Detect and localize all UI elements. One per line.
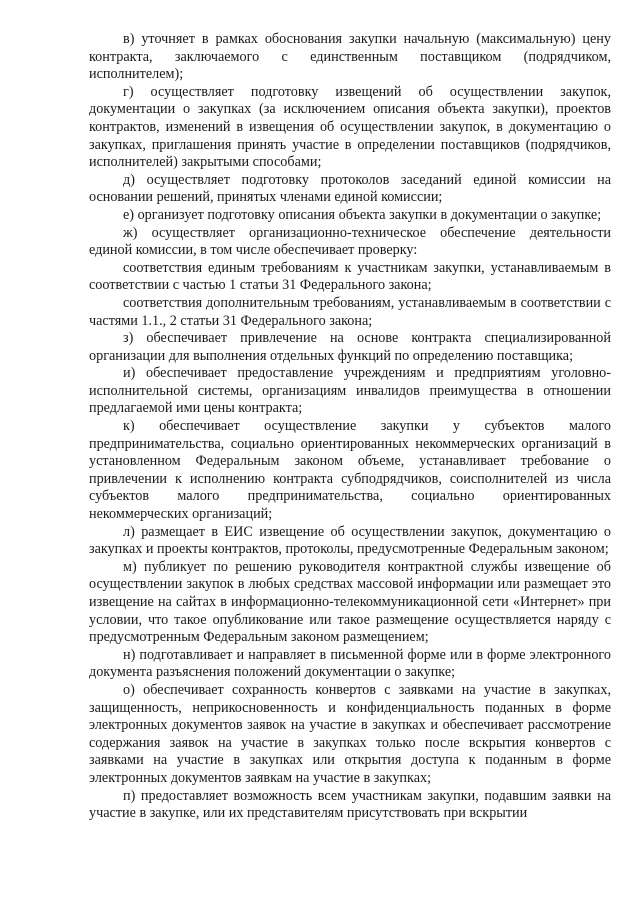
paragraph-o: о) обеспечивает сохранность конвертов с заявками на участие в закупках, защищенность, неприкосновенность и конфиденциальность поданных в форме электронных документов заявок на участие в закупках и обеспечивает рассмотрение содержания заявок на участие в закупках только после вскрытия конвертов с заявками на участие в закупках или открытия доступа к поданным в форме электронных документов заявкам на участие в закупках; bbox=[89, 681, 611, 786]
paragraph-g: г) осуществляет подготовку извещений об осуществлении закупок, документации о закупках (за исключением описания объекта закупки), проектов контрактов, изменений в извещения об осуществлении закупок, в документацию о закупках, приглашения принять участие в определении поставщиков (подрядчиков, исполнителей) закрытыми способами; bbox=[89, 83, 611, 171]
document-body bbox=[89, 31, 611, 823]
paragraph-z: з) обеспечивает привлечение на основе контракта специализированной организации для выполнения отдельных функций по определению поставщика; bbox=[89, 330, 611, 364]
paragraph-d: д) осуществляет подготовку протоколов заседаний единой комиссии на основании решений, принятых членами единой комиссии; bbox=[89, 171, 611, 206]
paragraph-i: и) обеспечивает предоставление учреждениям и предприятиям уголовно-исполнительной системы, организациям инвалидов преимущества в отношении предлагаемой ими цены контракта; bbox=[89, 365, 611, 417]
paragraph-k: к) обеспечивает осуществление закупки у субъектов малого предпринимательства, социально ориентированных некоммерческих организаций в установленном Федеральным законом объеме, устанавливает требование о привлечении к исполнению контракта субподрядчиков, соисполнителей из числа субъектов малого предпринимательства, социально ориентированных некоммерческих организаций; bbox=[89, 418, 611, 523]
paragraph-n: н) подготавливает и направляет в письменной форме или в форме электронного документа разъяснения положений документации о закупке; bbox=[89, 646, 611, 681]
paragraph-l: л) размещает в ЕИС извещение об осуществлении закупок, документацию о закупках и проекты контрактов, протоколы, предусмотренные Федеральным законом; bbox=[89, 523, 611, 558]
paragraph-v: в) уточняет в рамках обоснования закупки начальную (максимальную) цену контракта, заключаемого с единственным поставщиком (подрядчиком, исполнителем); bbox=[89, 31, 611, 83]
paragraph-p: п) предоставляет возможность всем участникам закупки, подавшим заявки на участие в закупке, или их представителям присутствовать при вскрытии bbox=[89, 787, 611, 822]
paragraph-zh-item-2: соответствия дополнительным требованиям, устанавливаемым в соответствии с частями 1.1., 2 статьи 31 Федерального закона; bbox=[89, 294, 611, 329]
paragraph-zh-item-1: соответствия единым требованиям к участникам закупки, устанавливаемым в соответствии с частью 1 статьи 31 Федерального закона; bbox=[89, 259, 611, 294]
paragraph-e: е) организует подготовку описания объекта закупки в документации о закупке; bbox=[123, 206, 602, 223]
paragraph-zh: ж) осуществляет организационно-техническое обеспечение деятельности единой комиссии, в том числе обеспечивает проверку: bbox=[89, 224, 611, 259]
paragraph-m: м) публикует по решению руководителя контрактной службы извещение об осуществлении закупок в любых средствах массовой информации или размещает это извещение на сайтах в информационно-телекоммуникационной сети «Интернет» при условии, что такое опубликование или такое размещение осуществляется наряду с предусмотренным Федеральным законом размещением; bbox=[89, 558, 611, 646]
